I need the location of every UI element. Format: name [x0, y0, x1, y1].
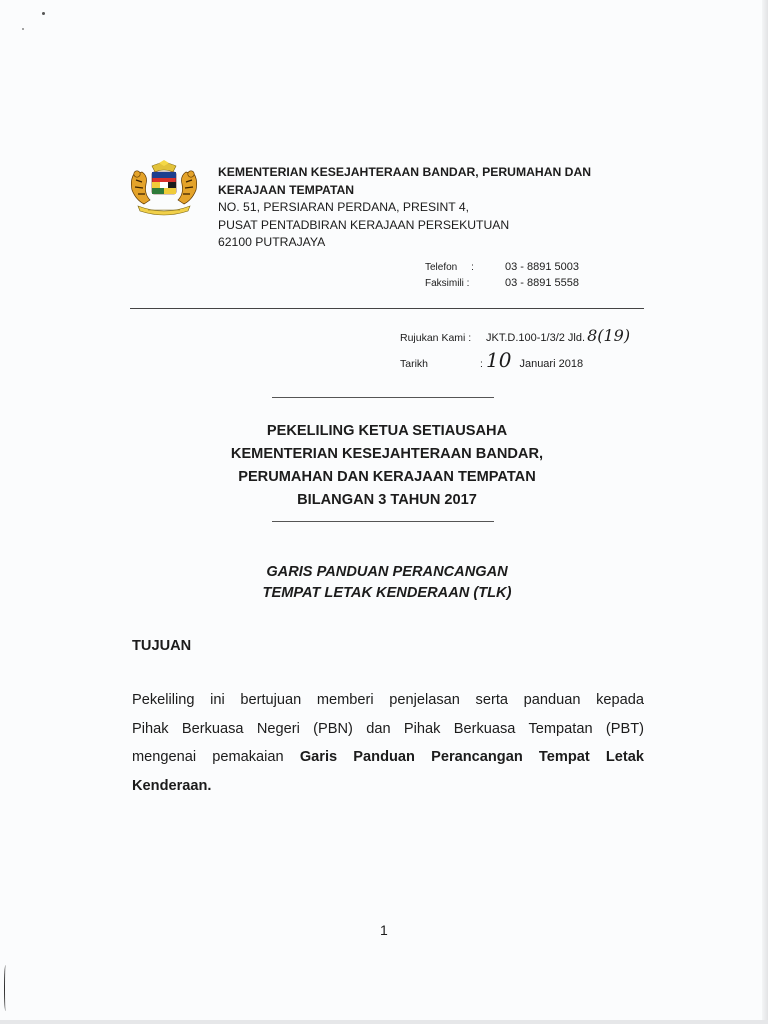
section-heading: TUJUAN: [132, 638, 192, 654]
paragraph-line: mengenai pemakaian Garis Panduan Perancangan Tempat Letak: [132, 749, 644, 765]
subtitle-line1: GARIS PANDUAN PERANCANGAN: [266, 564, 508, 580]
faksimili-value: 03 - 8891 5558: [505, 276, 580, 289]
title-line4: BILANGAN 3 TAHUN 2017: [297, 492, 477, 508]
tarikh-handwritten: 10: [486, 348, 512, 372]
title-rule-bottom: [272, 521, 494, 522]
rujukan-value: JKT.D.100-1/3/2 Jld.: [486, 332, 586, 344]
subtitle-line2: TEMPAT LETAK KENDERAAN (TLK): [262, 585, 512, 601]
section-paragraph: [132, 686, 644, 800]
contact-block: [425, 260, 579, 291]
tarikh-label: Tarikh :: [400, 358, 483, 370]
rujukan-label: Rujukan Kami :: [400, 332, 472, 344]
rujukan-handwritten: 8(19): [587, 326, 631, 345]
address-line2: PUSAT PENTADBIRAN KERAJAAN PERSEKUTUAN: [218, 217, 510, 232]
paragraph-line: Pihak Berkuasa Negeri (PBN) dan Pihak Berkuasa Tempatan (PBT): [132, 720, 644, 737]
faksimili-row: [425, 276, 579, 292]
header-divider: [130, 308, 644, 309]
ministry-header: [218, 164, 638, 252]
paragraph-line: Pekeliling ini bertujuan memberi penjelasan serta panduan kepada: [132, 692, 644, 708]
title-line3: PERUMAHAN DAN KERAJAAN TEMPATAN: [238, 469, 536, 485]
telefon-row: [425, 260, 579, 276]
scan-mark: [4, 965, 7, 1011]
page-number: 1: [380, 922, 388, 938]
scan-page-edge: [762, 0, 768, 1024]
telefon-value: 03 - 8891 5003: [505, 261, 580, 273]
rujukan-row: [400, 325, 630, 349]
scan-speck: [22, 28, 24, 30]
ministry-name-line1: KEMENTERIAN KESEJAHTERAAN BANDAR, PERUMAHAN DAN: [218, 165, 592, 179]
faksimili-label: Faksimili :: [425, 277, 470, 289]
circular-title: [130, 420, 644, 512]
tarikh-value: Januari 2018: [519, 358, 584, 370]
tarikh-row: [400, 349, 630, 375]
scan-speck: [42, 12, 45, 15]
telefon-label: Telefon :: [425, 262, 474, 273]
paragraph-line: Kenderaan.: [132, 777, 212, 794]
title-rule-top: [272, 397, 494, 398]
title-line2: KEMENTERIAN KESEJAHTERAAN BANDAR,: [230, 446, 544, 462]
title-line1: PEKELILING KETUA SETIAUSAHA: [266, 423, 508, 439]
circular-subtitle: [130, 562, 644, 604]
coat-of-arms-icon: [126, 160, 202, 218]
ministry-name-line2: KERAJAAN TEMPATAN: [218, 182, 355, 197]
reference-block: [400, 325, 630, 375]
address-line3: 62100 PUTRAJAYA: [218, 235, 326, 249]
address-line1: NO. 51, PERSIARAN PERDANA, PRESINT 4,: [218, 200, 470, 214]
scan-bottom-edge: [0, 1020, 768, 1024]
